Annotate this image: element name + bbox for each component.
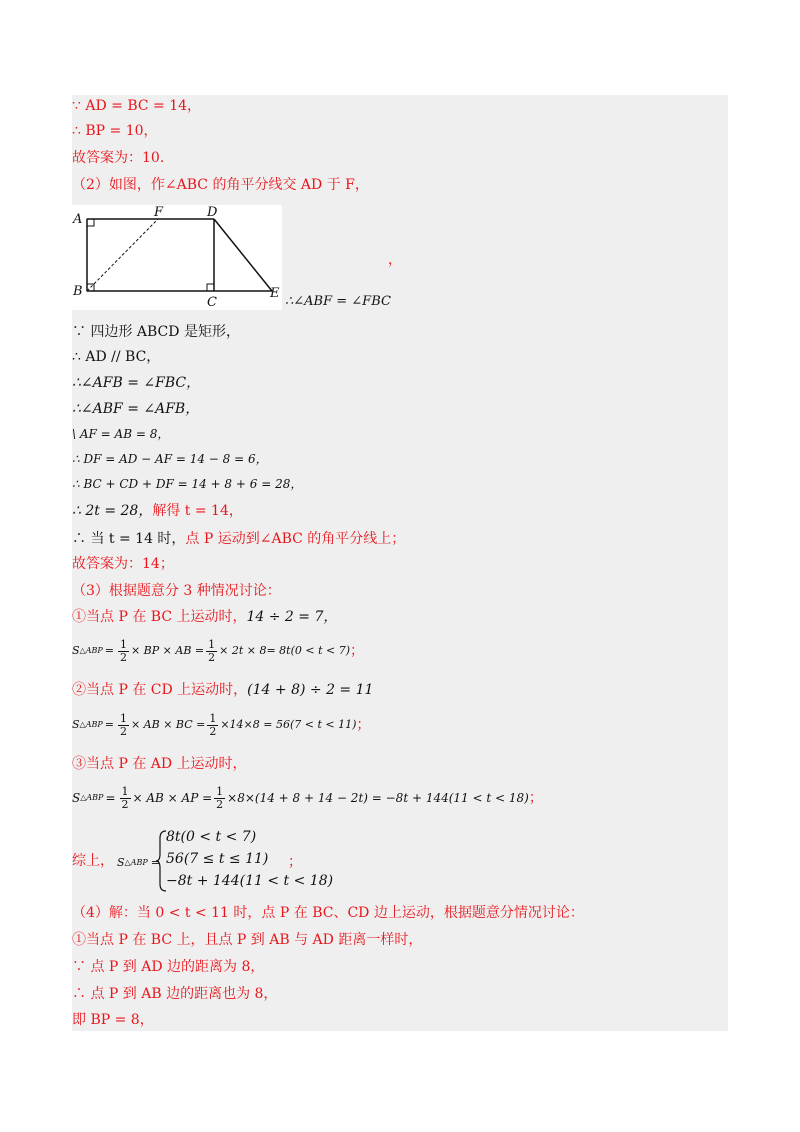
text: ∴∠AFB = ∠FBC，	[72, 375, 201, 391]
line-sum	[72, 474, 302, 494]
text: ；	[350, 643, 365, 659]
fraction-half: $\frac{1}{2}$	[216, 784, 224, 811]
text: ∴∠ABF = ∠FBC	[285, 294, 391, 309]
fraction-half: $\frac{1}{2}$	[209, 711, 217, 738]
text: ∴ 点 P 到 AB 边的距离也为 8，	[72, 986, 278, 1002]
line-distance-ab	[72, 984, 277, 1004]
text: ∴ BC + CD + DF = 14 + 8 + 6 = 28，	[72, 477, 303, 491]
text: ∵ 四边形 ABCD 是矩形，	[72, 324, 240, 340]
s-subscript: △ABP	[79, 646, 103, 655]
text: ②当点 P 在 CD 上运动时，	[72, 682, 248, 698]
case-2: 56(7 ≤ t ≤ 11)	[166, 851, 269, 867]
text: 故答案为：10.	[72, 150, 165, 166]
text: ∴ BP = 10，	[72, 123, 158, 139]
line-case-3	[72, 754, 247, 774]
line-af-ab	[72, 424, 169, 444]
text: × 2t × 8	[219, 644, 267, 657]
text: ，	[388, 252, 402, 268]
fraction-half: $\frac{1}{2}$	[208, 637, 216, 664]
case-3: −8t + 144(11 < t < 18)	[166, 873, 334, 889]
text: ∴ AD // BC，	[72, 349, 161, 365]
s-subscript: △ABP	[80, 793, 104, 802]
rectangle-diagram	[72, 205, 282, 310]
text: × BP × AB =	[130, 644, 205, 657]
text: （4）解：当 0 < t < 11 时，	[72, 905, 262, 921]
label-a: A	[73, 212, 83, 227]
summary-s: S △ABP =	[117, 853, 160, 873]
line-case-2	[72, 680, 373, 700]
fraction-half: $\frac{1}{2}$	[119, 711, 127, 738]
line-part-2	[72, 175, 369, 195]
text: ∴∠ABF = ∠AFB，	[72, 401, 200, 417]
line-abf-afb	[72, 399, 199, 419]
formula-s3: S △ABP = $\frac{1}{2}$ × AB × AP = $\frac{1}{2}$ ×8×(14 + 8 + 14 − 2t) = −8t + 144(11 < t < 18) ；	[72, 784, 543, 811]
s-subscript: △ABP	[124, 858, 148, 867]
text: 故答案为：14；	[72, 556, 174, 572]
text: 即 BP = 8，	[72, 1012, 154, 1028]
piecewise-cases	[166, 826, 333, 892]
s-symbol: S	[117, 856, 125, 869]
label-c: C	[207, 295, 217, 310]
geometry-figure	[72, 205, 282, 310]
text: \ AF = AB = 8，	[72, 427, 170, 441]
text: ×8×(14 + 8 + 14 − 2t) = −8t + 144(11 < t < 18)	[227, 791, 529, 805]
text: × AB × AP =	[132, 791, 213, 805]
text: ①当点 P 在 BC 上运动时，	[72, 609, 247, 625]
text: ∵ 点 P 到 AD 边的距离为 8，	[72, 959, 265, 975]
formula-s1: S △ABP = $\frac{1}{2}$ × BP × AB = $\frac{1}{2}$ × 2t × 8 = 8t(0 < t < 7) ；	[72, 637, 365, 664]
text: ∴ DF = AD − AF = 14 − 8 = 6，	[72, 452, 268, 466]
line-distance-ad	[72, 957, 264, 977]
line-answer-1	[72, 148, 164, 168]
text: ；	[356, 717, 371, 733]
text: （2）如图，作∠ABC 的角平分线交 AD 于 F，	[72, 177, 369, 193]
text: ∵ AD = BC = 14，	[72, 98, 202, 114]
text: ∴ 当 t = 14 时，	[72, 531, 186, 547]
text: 点 P 运动到∠ABC 的角平分线上；	[185, 531, 406, 547]
line-part-4	[72, 903, 584, 923]
text: = 8t(0 < t < 7)	[266, 644, 351, 657]
figure-comma	[388, 250, 402, 270]
line-parallel	[72, 347, 160, 367]
text: (14 + 8) ÷ 2 = 11	[247, 682, 374, 698]
text: ；	[528, 790, 543, 806]
s-symbol: S	[72, 644, 80, 657]
line-answer-2	[72, 554, 174, 574]
text: ×14×8 = 56(7 < t < 11)	[220, 718, 357, 731]
s-symbol: S	[72, 718, 80, 731]
text: ①当点 P 在 BC 上，且点 P 到 AB 与 AD 距离一样时，	[72, 932, 423, 948]
line-bp	[72, 121, 158, 141]
label-f: F	[154, 205, 164, 220]
fraction-half: $\frac{1}{2}$	[121, 784, 129, 811]
text: 14 ÷ 2 = 7，	[246, 609, 338, 625]
line-bp-8	[72, 1010, 154, 1030]
text: 综上，	[72, 853, 114, 869]
line-afb-fbc	[72, 373, 200, 393]
line-solve-t	[72, 501, 243, 521]
s-symbol: S	[72, 791, 81, 805]
line-summary-label	[72, 851, 114, 871]
text: ③当点 P 在 AD 上运动时，	[72, 756, 247, 772]
line-case-4-1	[72, 930, 422, 950]
line-df	[72, 449, 268, 469]
line-part-3	[72, 581, 281, 601]
s-subscript: △ABP	[79, 720, 103, 729]
line-case-1	[72, 607, 337, 627]
line-rectangle	[72, 322, 240, 342]
text: ；	[288, 854, 302, 870]
line-ad-bc	[72, 96, 201, 116]
line-when-t14	[72, 529, 405, 549]
line-abf-fbc	[285, 292, 391, 312]
text: 解得 t = 14，	[152, 503, 243, 519]
text: 点 P 在 BC、CD 边上运动，根据题意分情况讨论：	[261, 905, 584, 921]
label-b: B	[73, 284, 83, 299]
text: × AB × BC =	[130, 718, 206, 731]
case-1: 8t(0 < t < 7)	[166, 829, 257, 845]
formula-s2: S △ABP = $\frac{1}{2}$ × AB × BC = $\frac{1}{2}$ ×14×8 = 56(7 < t < 11) ；	[72, 711, 371, 738]
text: （3）根据题意分 3 种情况讨论：	[72, 583, 281, 599]
label-e: E	[270, 286, 280, 301]
label-d: D	[207, 205, 218, 220]
fraction-half: $\frac{1}{2}$	[119, 637, 127, 664]
summary-semicolon	[288, 852, 302, 872]
text: ∴ 2t = 28，	[72, 503, 153, 519]
